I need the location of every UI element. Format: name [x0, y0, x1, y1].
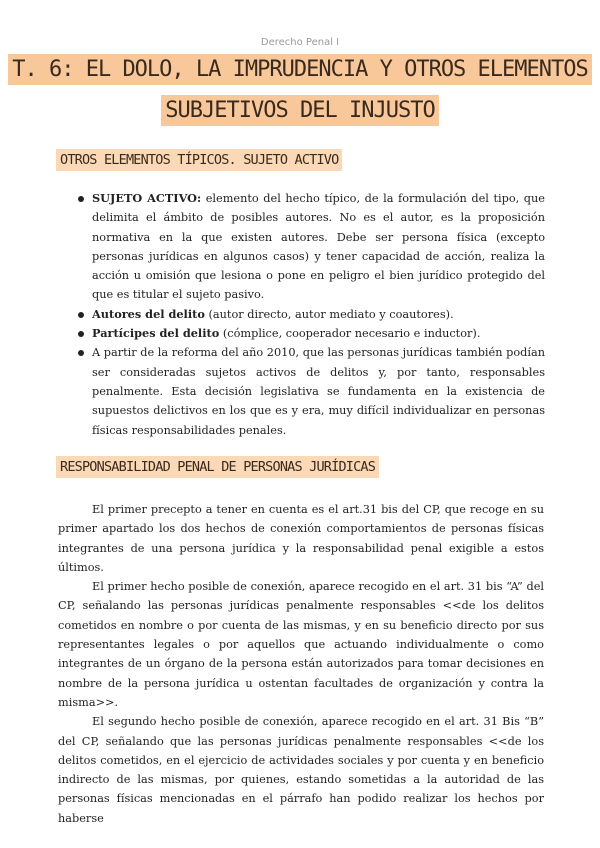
- page-header: Derecho Penal I: [260, 37, 340, 48]
- paragraph: El primer hecho posible de conexión, aparece recogido en el art. 31 bis “A” del CP, señalando las personas jurídicas penalmente responsables <<de los delitos cometidos en nombre o por cuenta de las mismas, y en su beneficio directo por sus representantes legales o por aquellos que actuando individualmente o como integrantes de un órgano de la persona están autorizados para tomar decisiones en nombre de la persona jurídica u ostentan facultades de organización y contra la misma>>.: [58, 580, 544, 709]
- body-text: [58, 500, 544, 828]
- bullet-bold: Autores del delito: [92, 306, 205, 321]
- title-line-1: [0, 57, 600, 82]
- title-line-2: [0, 98, 600, 123]
- bullet-list: [72, 189, 545, 440]
- title-text-2: SUBJETIVOS DEL INJUSTO: [161, 95, 438, 126]
- bullet-icon: [78, 196, 84, 202]
- bullet-text: elemento del hecho típico, de la formulación del tipo, que delimita el ámbito de posibles autores. No es el autor, es la proposición normativa en la que existen autores. Debe ser persona física (excepto personas jurídicas en algunos casos) y tener capacidad de acción, realiza la acción u omisión que lesiona o pone en peligro el bien jurídico protegido del que es titular el sujeto pasivo.: [92, 192, 545, 302]
- bullet-text: (cómplice, cooperador necesario e inductor).: [219, 327, 481, 341]
- list-item: [72, 343, 545, 439]
- bullet-text: A partir de la reforma del año 2010, que las personas jurídicas también podían ser consideradas sujetos activos de delitos y, por tanto, responsables penalmente. Esta decisión legislativa se fundamenta en la existencia de supuestos delictivos en los que es y era, muy difícil individualizar en personas físicas responsabilidades penales.: [92, 346, 545, 437]
- section-heading-responsabilidad: RESPONSABILIDAD PENAL DE PERSONAS JURÍDICAS: [56, 456, 379, 478]
- bullet-icon: [78, 312, 84, 318]
- bullet-bold: SUJETO ACTIVO:: [92, 191, 202, 205]
- list-item: [72, 324, 545, 343]
- title-text-1: T. 6: EL DOLO, LA IMPRUDENCIA Y OTROS ELEMENTOS: [8, 54, 592, 85]
- section-heading-sujeto-activo: OTROS ELEMENTOS TÍPICOS. SUJETO ACTIVO: [56, 149, 342, 171]
- list-item: [72, 305, 545, 324]
- bullet-bold: Partícipes del delito: [92, 326, 220, 341]
- paragraph: El segundo hecho posible de conexión, aparece recogido en el art. 31 Bis “B” del CP, señalando que las personas jurídicas penalmente responsables <<de los delitos cometidos, en el ejercicio de actividades sociales y por cuenta y en beneficio indirecto de las mismas, por quienes, estando sometidas a la autoridad de las personas físicas mencionadas en el párrafo han podido realizar los hechos por haberse: [58, 715, 544, 825]
- list-item: [72, 189, 545, 305]
- bullet-icon: [78, 350, 84, 356]
- bullet-icon: [78, 331, 84, 337]
- paragraph: El primer precepto a tener en cuenta es el art.31 bis del CP, que recoge en su primer apartado los dos hechos de conexión comportamientos de personas físicas integrantes de una persona jurídica y la responsabilidad penal exigible a estos últimos.: [58, 503, 544, 574]
- bullet-text: (autor directo, autor mediato y coautores).: [204, 307, 454, 321]
